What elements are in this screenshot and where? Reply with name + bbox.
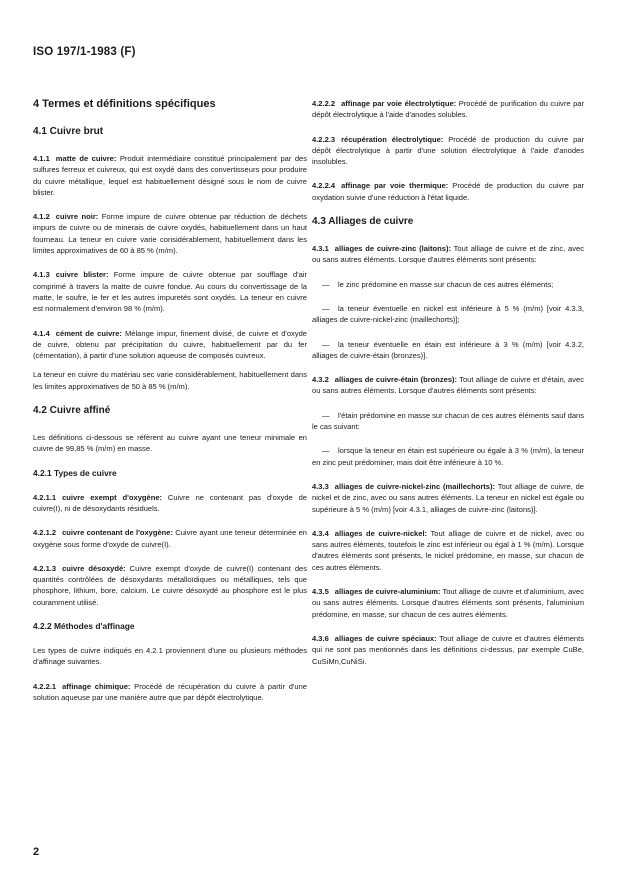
definition-text: Cuivre ne contenant pas d'oxyde de cuivre(I), ni de désoxydants résiduels. bbox=[33, 492, 307, 513]
definition-4-1-1 bbox=[33, 153, 307, 198]
term: cuivre noir: bbox=[55, 212, 99, 222]
list-item bbox=[312, 410, 584, 433]
definition-4-3-3 bbox=[312, 481, 584, 515]
clause-number: 4.2.1.2 bbox=[33, 528, 57, 538]
definition-text: Procédé de production du cuivre par oxydation suivie d'une réduction à l'état liquide. bbox=[312, 181, 584, 202]
list-item-text: l'étain prédomine en masse sur chacun de ces autres éléments sauf dans le cas suivant: bbox=[312, 410, 585, 432]
clause-number: 4.1.1 bbox=[33, 154, 50, 163]
definition-4-3-2 bbox=[312, 374, 584, 397]
definition-text: Procédé de production du cuivre par dépôt électrolytique à partir d'une solution électrolytique à l'aide d'anodes insolubles. bbox=[312, 134, 584, 167]
definition-4-2-2-4 bbox=[312, 180, 584, 203]
definition-text: Tout alliage de cuivre et d'autres éléments qui ne sont pas mentionnés dans les définitions ci-dessus, par exemple CuBe, CuSiMn,CuNiSi. bbox=[312, 633, 584, 666]
definition-text: Procédé de récupération du cuivre à partir d'une solution aqueuse par une manière autre que par dépôt électrolytique. bbox=[33, 681, 307, 702]
list-item bbox=[312, 303, 584, 326]
dash-bullet: — bbox=[322, 279, 330, 289]
left-column bbox=[33, 98, 307, 716]
clause-number: 4.1.3 bbox=[33, 270, 50, 280]
definition-text: Forme impure de cuivre obtenue par soufflage d'air comprimé à travers la matte de cuivre fondue. Au cours du convertissage de la matte, le soufre, le fer et les autres impuretés sont oxydés. La teneur en cuivre est normalement d'environ 98 % (m/m). bbox=[33, 270, 307, 314]
clause-number: 4.2.2.4 bbox=[312, 181, 336, 191]
dash-bullet: — bbox=[322, 303, 330, 313]
term: cuivre contenant de l'oxygène: bbox=[62, 528, 174, 538]
definition-text: Forme impure de cuivre obtenue par réduction de déchets impurs de cuivre ou de minerais de cuivre oxydés, habituellement dans un haut fourneau. La teneur en cuivre varie considérablement, habituellement dans les limites approximatives de 60 à 85 % (m/m). bbox=[33, 212, 307, 256]
section-4-1-title: 4.1 Cuivre brut bbox=[33, 126, 104, 137]
term: affinage par voie thermique: bbox=[341, 181, 449, 191]
section-4-3-title: 4.3 Alliages de cuivre bbox=[312, 216, 414, 228]
list-item-text: la teneur éventuelle en étain est inférieure à 3 % (m/m) [voir 4.3.2, alliages de cuivre-étain (bronzes)]. bbox=[312, 339, 584, 360]
list-item-text: la teneur éventuelle en nickel est inférieure à 5 % (m/m) [voir 4.3.3, alliages de cuivre-nickel-zinc (maillechorts)]; bbox=[312, 303, 584, 325]
list-item-text: le zinc prédomine en masse sur chacun de ces autres éléments; bbox=[338, 279, 554, 289]
term: alliages de cuivre-nickel: bbox=[334, 528, 428, 538]
definition-text: Procédé de purification du cuivre par dépôt électrolytique à l'aide d'anodes solubles. bbox=[312, 99, 585, 120]
definition-4-2-1-1 bbox=[33, 492, 307, 515]
paragraph-4-2: Les définitions ci-dessous se réfèrent au cuivre ayant une teneur minimale en cuivre de 99,85 % (m/m) en masse. bbox=[33, 433, 307, 454]
term: cuivre désoxydé: bbox=[62, 563, 126, 573]
term: cuivre exempt d'oxygène: bbox=[62, 492, 163, 502]
clause-number: 4.3.2 bbox=[312, 375, 329, 385]
dash-bullet: — bbox=[322, 339, 330, 349]
clause-number: 4.3.4 bbox=[312, 528, 329, 538]
definition-4-2-2-1 bbox=[33, 681, 307, 704]
term: alliages de cuivre-zinc (laitons): bbox=[334, 244, 451, 254]
list-item bbox=[312, 279, 584, 290]
term: cément de cuivre: bbox=[55, 328, 122, 338]
definition-text: Cuivre exempt d'oxyde de cuivre(I) contenant des quantités contrôlées de désoxydants métalloïdiques ou métalliques, tels que phosphore, lithium, bore, calcium. Le cuivre désoxydé au phosphore est le plus couramment utilisé. bbox=[33, 563, 307, 607]
list-item bbox=[312, 445, 584, 468]
definition-4-3-6 bbox=[312, 633, 584, 667]
definition-4-2-2-2 bbox=[312, 98, 584, 121]
term: alliages de cuivre-étain (bronzes): bbox=[334, 375, 458, 385]
definition-text: Tout alliage de cuivre et d'aluminium, avec ou sans autres éléments. Lorsque d'autres éléments sont présents, l'aluminium prédomine, en masse, sur chacun de ces autres éléments. bbox=[312, 587, 585, 619]
term: alliages de cuivre-nickel-zinc (maillechorts): bbox=[334, 481, 496, 491]
clause-number: 4.1.2 bbox=[33, 212, 50, 222]
clause-number: 4.2.1.1 bbox=[33, 492, 57, 502]
definition-text: Tout alliage de cuivre et de zinc, avec ou sans autres éléments. Lorsque d'autres éléments sont présents: bbox=[312, 244, 584, 265]
definition-text: Produit intermédiaire constitué principalement par des sulfures ferreux et cuivreux, qui est oxydé dans des convertisseurs pour produire du cuivre métallique, lequel est habituellement désigné sous le nom de cuivre blister. bbox=[33, 154, 307, 197]
page-number: 2 bbox=[33, 846, 40, 858]
definition-text: Tout alliage de cuivre et d'étain, avec ou sans autres éléments. Lorsque d'autres éléments sont présents: bbox=[312, 375, 584, 396]
definition-4-2-2-3 bbox=[312, 134, 584, 168]
definition-text: Cuivre ayant une teneur déterminée en oxygène sous forme d'oxyde de cuivre(I). bbox=[33, 528, 307, 549]
list-item-text: lorsque la teneur en étain est supérieure ou égale à 3 % (m/m), la teneur en zinc peut prédominer, mais doit être inférieure à 10 %. bbox=[312, 446, 584, 467]
clause-number: 4.2.2.3 bbox=[312, 134, 336, 144]
definition-text: Tout alliage de cuivre, de nickel et de zinc, avec ou sans autres éléments. La teneur en nickel est égale ou supérieure à 5 % (m/m) [voir 4.3.1, alliages de cuivre-zinc (laitons)]. bbox=[312, 481, 584, 514]
clause-number: 4.2.1.3 bbox=[33, 563, 57, 573]
definition-4-3-1 bbox=[312, 243, 584, 266]
term: matte de cuivre: bbox=[55, 154, 117, 163]
paragraph-4-1-4-note: La teneur en cuivre du matériau sec varie considérablement, habituellement dans les limites approximatives de 50 à 85 % (m/m). bbox=[33, 370, 307, 391]
clause-number: 4.3.1 bbox=[312, 244, 329, 254]
definition-4-1-3 bbox=[33, 269, 307, 314]
definition-4-2-1-3 bbox=[33, 563, 307, 608]
clause-number: 4.2.2.1 bbox=[33, 681, 57, 691]
term: affinage par voie électrolytique: bbox=[341, 99, 457, 108]
document-header: ISO 197/1-1983 (F) bbox=[33, 46, 136, 58]
definition-4-3-4 bbox=[312, 528, 584, 573]
definition-4-1-2 bbox=[33, 211, 307, 256]
term: cuivre blister: bbox=[55, 270, 109, 280]
section-4-2-2-title: 4.2.2 Méthodes d'affinage bbox=[33, 621, 135, 632]
term: alliages de cuivre spéciaux: bbox=[334, 633, 437, 643]
list-item bbox=[312, 339, 584, 362]
clause-number: 4.1.4 bbox=[33, 328, 50, 338]
section-4-title: 4 Termes et définitions spécifiques bbox=[33, 98, 216, 110]
clause-number: 4.3.3 bbox=[312, 481, 329, 491]
section-4-2-1-title: 4.2.1 Types de cuivre bbox=[33, 467, 117, 478]
paragraph-4-2-2: Les types de cuivre indiqués en 4.2.1 proviennent d'une ou plusieurs méthodes d'affinage suivantes. bbox=[33, 646, 307, 667]
dash-bullet: — bbox=[322, 410, 330, 420]
definition-4-3-5 bbox=[312, 586, 584, 620]
definition-text: Tout alliage de cuivre et de nickel, avec ou sans autres éléments, toutefois le zinc est inférieur ou égal à 1 % (m/m). Lorsque d'autres éléments sont présents, le nickel prédomine, en masse, sur chacun de ces autres éléments. bbox=[312, 528, 584, 572]
definition-4-2-1-2 bbox=[33, 527, 307, 550]
dash-bullet: — bbox=[322, 446, 330, 456]
clause-number: 4.3.5 bbox=[312, 587, 329, 597]
definition-4-1-4 bbox=[33, 328, 307, 362]
clause-number: 4.2.2.2 bbox=[312, 99, 336, 108]
clause-number: 4.3.6 bbox=[312, 633, 329, 643]
section-4-2-title: 4.2 Cuivre affiné bbox=[33, 405, 111, 417]
term: affinage chimique: bbox=[62, 681, 131, 691]
term: alliages de cuivre-aluminium: bbox=[334, 587, 441, 597]
definition-text: Mélange impur, finement divisé, de cuivre et d'oxyde de cuivre, obtenu par précipitation du cuivre, habituellement par du fer (cémentation), à partir d'une solution aqueuse de composés cuivreux. bbox=[33, 328, 307, 361]
term: récupération électrolytique: bbox=[341, 134, 444, 144]
right-column bbox=[312, 98, 584, 680]
